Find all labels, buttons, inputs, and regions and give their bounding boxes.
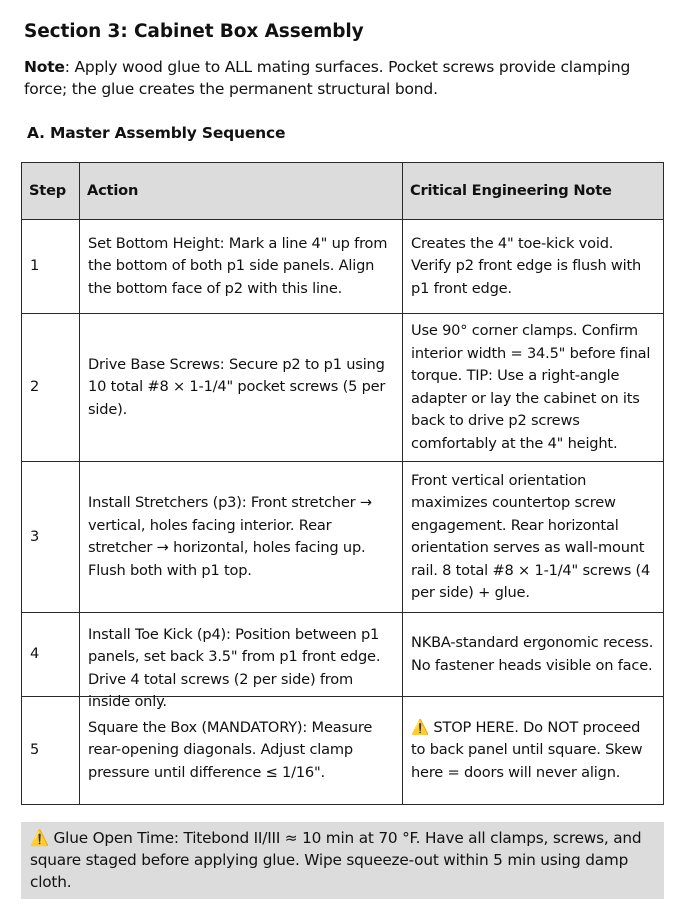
header-action: Action	[80, 163, 403, 220]
note-text: : Apply wood glue to ALL mating surfaces. Pocket screws provide clamping force; the glue creates the permanent structural bond.	[24, 58, 631, 98]
step-action: Drive Base Screws: Secure p2 to p1 using 10 total #8 × 1-1/4" pocket screws (5 per side).	[80, 314, 403, 462]
section-title: Section 3: Cabinet Box Assembly	[24, 21, 364, 42]
step-note: Creates the 4" toe-kick void. Verify p2 front edge is flush with p1 front edge.	[403, 220, 664, 314]
table-row	[22, 613, 664, 697]
table-header-row	[22, 163, 664, 220]
step-action: Install Stretchers (p3): Front stretcher → vertical, holes facing interior. Rear stretcher → horizontal, holes facing up. Flush both with p1 top.	[80, 462, 403, 613]
step-number: 4	[22, 613, 80, 697]
subsection-title: A. Master Assembly Sequence	[27, 124, 286, 142]
step-action: Set Bottom Height: Mark a line 4" up from the bottom of both p1 side panels. Align the bottom face of p2 with this line.	[80, 220, 403, 314]
table-row	[22, 314, 664, 462]
header-step: Step	[22, 163, 80, 220]
step-note: Use 90° corner clamps. Confirm interior width = 34.5" before final torque. TIP: Use a right-angle adapter or lay the cabinet on its back to drive p2 screws comfortably at the 4" height.	[403, 314, 664, 462]
step-note: NKBA-standard ergonomic recess. No fastener heads visible on face.	[403, 613, 664, 697]
note-label: Note	[24, 58, 65, 76]
glue-open-time-callout: ⚠️ Glue Open Time: Titebond II/III ≈ 10 min at 70 °F. Have all clamps, screws, and square staged before applying glue. Wipe squeeze-out within 5 min using damp cloth.	[21, 822, 664, 899]
step-note: Front vertical orientation maximizes countertop screw engagement. Rear horizontal orientation serves as wall-mount rail. 8 total #8 × 1-1/4" screws (4 per side) + glue.	[403, 462, 664, 613]
step-action: Square the Box (MANDATORY): Measure rear-opening diagonals. Adjust clamp pressure until difference ≤ 1/16".	[80, 697, 403, 805]
assembly-sequence-table	[21, 162, 664, 805]
step-number: 5	[22, 697, 80, 805]
table-row	[22, 462, 664, 613]
step-number: 3	[22, 462, 80, 613]
step-number: 1	[22, 220, 80, 314]
table-row	[22, 220, 664, 314]
step-action: Install Toe Kick (p4): Position between p1 panels, set back 3.5" from p1 front edge. Drive 4 total screws (2 per side) from inside only.	[88, 625, 381, 710]
header-critical-note: Critical Engineering Note	[403, 163, 664, 220]
step-number: 2	[22, 314, 80, 462]
step-action-cell	[80, 613, 403, 710]
step-note: ⚠️ STOP HERE. Do NOT proceed to back panel until square. Skew here = doors will never align.	[403, 697, 664, 805]
assembly-note	[24, 56, 664, 100]
